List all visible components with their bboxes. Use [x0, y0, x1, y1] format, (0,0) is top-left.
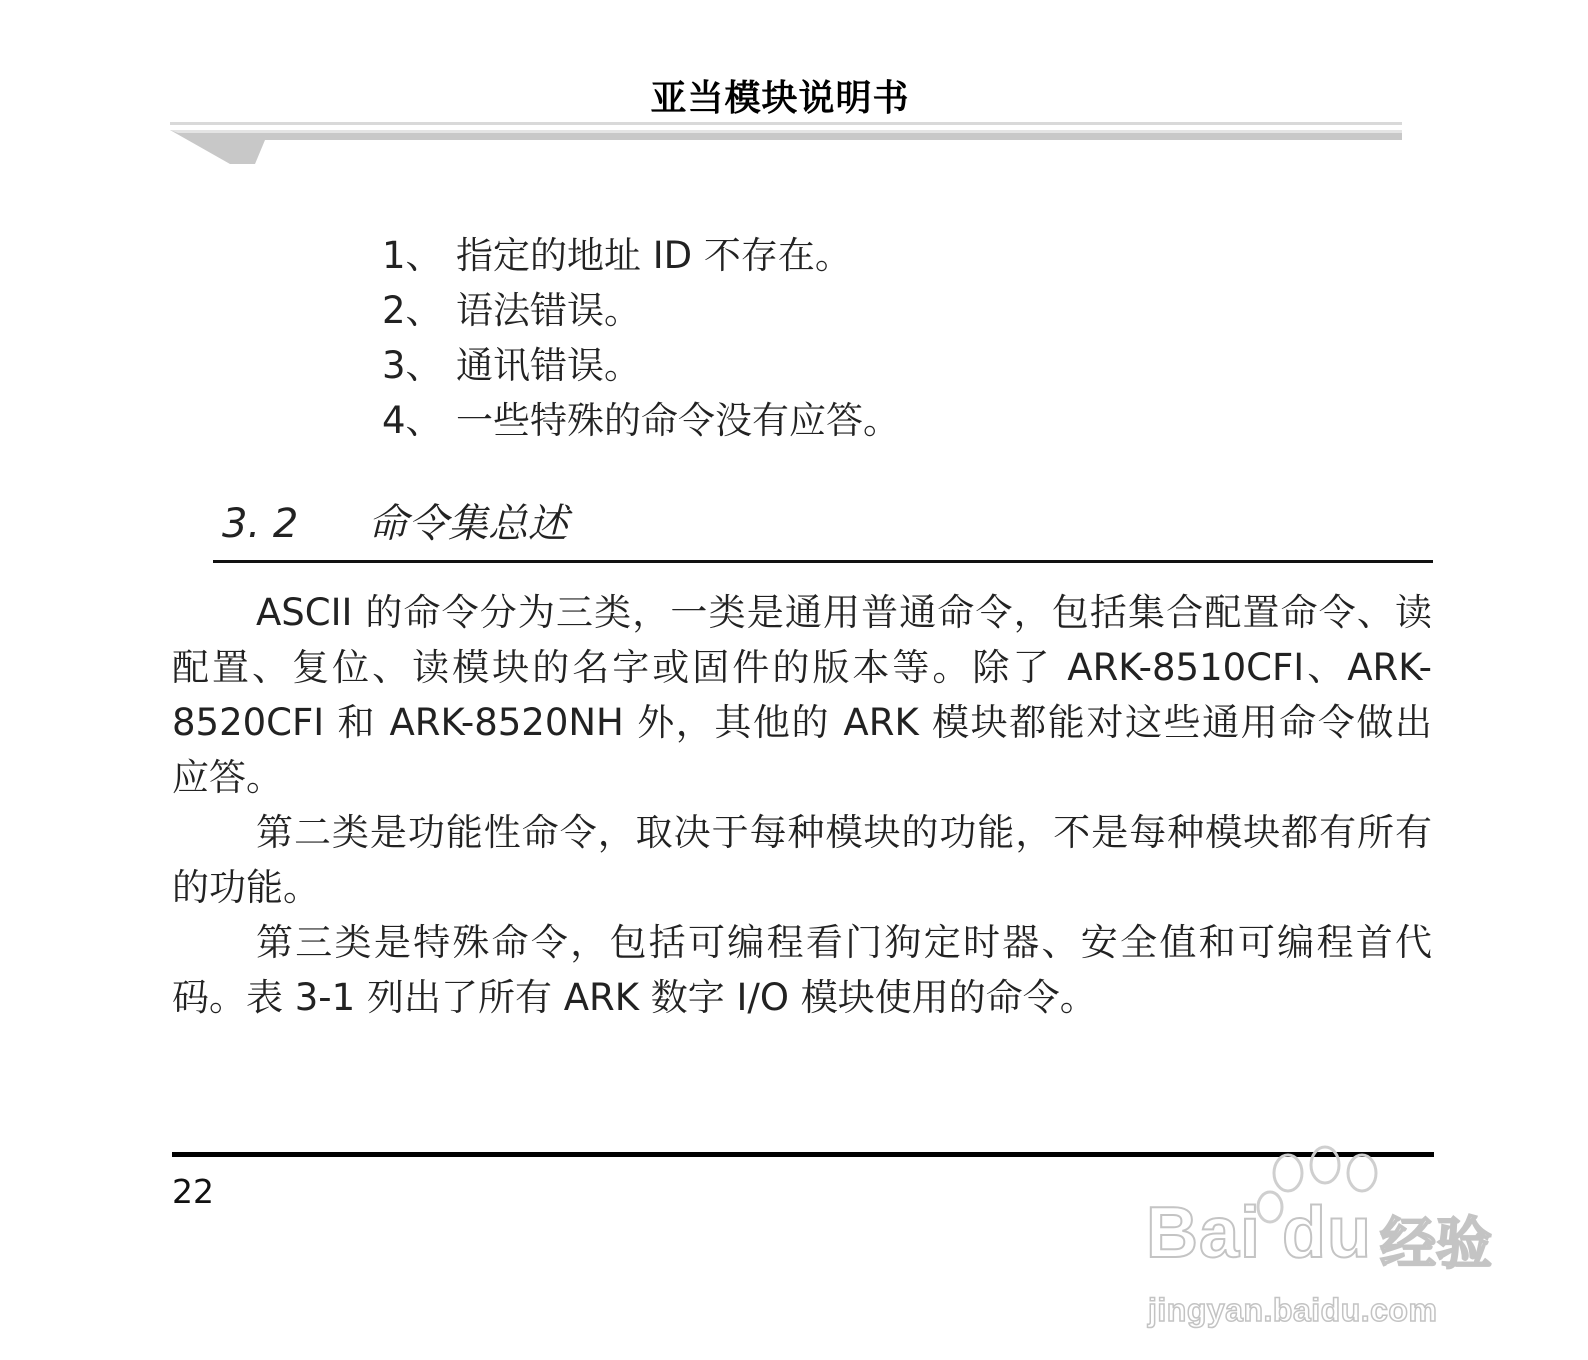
section-heading	[222, 492, 568, 549]
list-item-number: 1、	[382, 234, 443, 277]
paragraph: 第二类是功能性命令，取决于每种模块的功能，不是每种模块都有所有的功能。	[172, 811, 1432, 909]
paragraph: ASCII 的命令分为三类，一类是通用普通命令，包括集合配置命令、读配置、复位、读模块的名字或固件的版本等。除了 ARK-8510CFI、ARK-8520CFI 和 ARK-8520NH 外，其他的 ARK 模块都能对这些通用命令做出应答。	[172, 591, 1432, 799]
watermark-domain: jingyan.baidu.com	[1148, 1292, 1438, 1328]
watermark-brand: Bai du	[1146, 1193, 1373, 1273]
list-item-text: 一些特殊的命令没有应答。	[456, 399, 900, 442]
body-text	[172, 585, 1432, 1025]
section-number: 3. 2	[222, 501, 299, 547]
header-title: 亚当模块说明书	[650, 78, 910, 119]
header-decorative-band	[170, 122, 1430, 166]
header-band-top-line	[170, 122, 1402, 125]
list-item	[382, 283, 900, 338]
list-item-number: 2、	[382, 289, 443, 332]
section-divider	[213, 560, 1433, 563]
page-number: 22	[172, 1172, 214, 1211]
error-list	[382, 228, 900, 448]
list-item-text: 通讯错误。	[456, 344, 641, 387]
header-band-highlight	[170, 130, 1402, 133]
list-item	[382, 393, 900, 448]
list-item-number: 4、	[382, 399, 443, 442]
list-item-text: 指定的地址 ID 不存在。	[456, 234, 852, 277]
list-item-text: 语法错误。	[456, 289, 641, 332]
watermark-product: 经验	[1380, 1212, 1492, 1277]
list-item	[382, 228, 900, 283]
section-title: 命令集总述	[368, 501, 568, 547]
list-item-number: 3、	[382, 344, 443, 387]
list-item	[382, 338, 900, 393]
paragraph: 第三类是特殊命令，包括可编程看门狗定时器、安全值和可编程首代码。表 3-1 列出了所有 ARK 数字 I/O 模块使用的命令。	[172, 921, 1432, 1019]
header-band-wedge	[170, 130, 1402, 164]
